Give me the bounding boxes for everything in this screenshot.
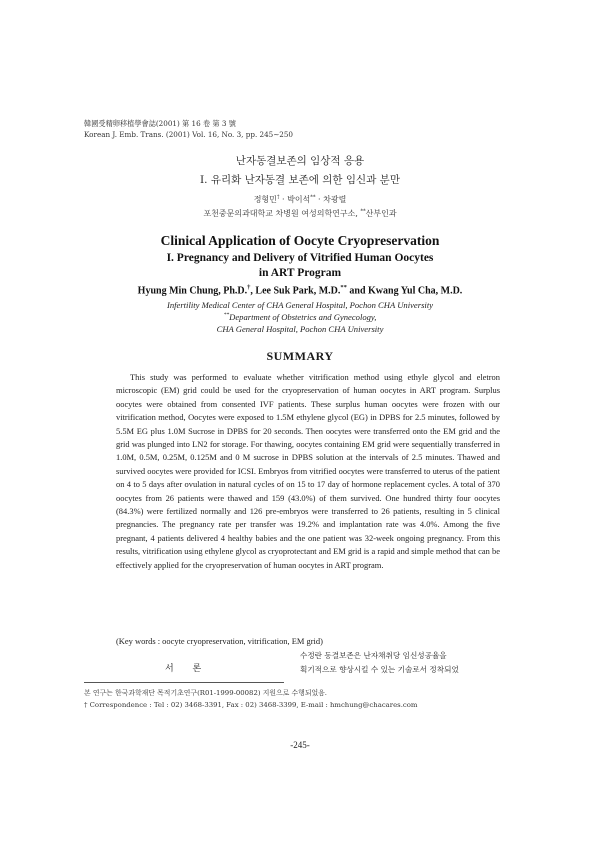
english-title-main: Clinical Application of Oocyte Cryopreservation [160,233,440,248]
introduction-heading: 서 론 [165,664,210,674]
keywords: (Key words : oocyte cryopreservation, vitrification, EM grid) [116,636,323,646]
english-affiliation-1: Infertility Medical Center of CHA General Hospital, Pochon CHA University [166,300,434,310]
journal-citation-english: Korean J. Emb. Trans. (2001) Vol. 16, No. 3, pp. 245∼250 [84,130,293,139]
korean-affiliation-2: 산부인과 [365,209,397,218]
korean-affiliation-1: 포천중문의과대학교 차병원 여성의학연구소, [203,209,361,218]
english-author-2-mark: ** [340,284,347,291]
english-author-3: and Kwang Yul Cha, M.D. [346,285,463,297]
korean-affiliation-mark: ** [360,208,366,215]
footnote-divider [84,682,284,683]
korean-author-2-mark: ** [310,194,316,201]
english-authors [0,284,600,296]
page-number: -245- [290,740,310,750]
english-affiliation-mark: ** [223,312,230,319]
korean-author-3: · 차광렬 [315,195,347,204]
korean-affiliation [0,208,600,219]
english-affiliation-2 [0,312,600,322]
correspondence-footnote [84,701,417,709]
funding-footnote: 본 연구는 한국과학재단 목적기초연구(R01-1999-00082) 지원으로 수행되었음. [84,689,327,697]
english-author-1-mark: † [247,284,251,291]
journal-header [84,118,293,140]
introduction-line-2: 획기적으로 향상시킬 수 있는 기술로서 정착되었 [300,665,459,674]
english-affiliation-2-text: Department of Obstetrics and Gynecology, [229,312,377,322]
korean-author-1: 정형민 [253,195,277,204]
introduction-text [300,649,510,677]
english-title-sub-2: in ART Program [258,267,342,279]
journal-citation-korean: 韓國受精卵移植學會誌(2001) 第 16 卷 第 3 號 [84,119,236,128]
korean-author-2: · 박이석 [279,195,311,204]
korean-authors [0,194,600,205]
english-author-1: Hyung Min Chung, Ph.D. [137,285,248,297]
korean-title-sub: I. 유리화 난자동결 보존에 의한 임신과 분만 [200,174,400,186]
english-title-sub: I. Pregnancy and Delivery of Vitrified Human Oocytes [166,252,434,264]
korean-author-1-mark: † [276,194,280,201]
korean-title-main: 난자동결보존의 임상적 응용 [235,155,365,167]
correspondence-mark: † [84,701,88,709]
introduction-line-1: 수정란 동결보존은 난자채취당 임신성공율을 [300,651,447,660]
correspondence-text: Correspondence : Tel : 02) 3468-3391, Fax : 02) 3468-3399, E-mail : hmchung@chacares.com [87,701,418,709]
summary-heading: SUMMARY [266,349,334,363]
summary-text: This study was performed to evaluate whether vitrification method using ethyle glycol and eletron microscopic (EM) grid could be used for the cryopreservation of human oocytes in ART program. Surplus oocytes were obtained from consented IVF patients. These surplus human oocytes were frozen with our vitrification method, Oocytes were exposed to 1.5M ethylene glycol (EG) in DPBS for 2.5 minutes, followed by 5.5M EG plus 1.0M Sucrose in DPBS for 20 seconds. Then oocytes were transferred onto the EM grid and the grid was plunged into LN2 for storage. For thawing, oocytes containing EM grid were sequentially transferred in 1.0M, 0.5M, 0.25M, 0.125M and 0 M sucrose in DPBS solution at the intervals of 2.5 minutes. Thawed and survived oocytes were provided for ICSI. Embryos from vitrified oocytes were transferred to uterus of the patient on 4 to 5 days after ovulation in natural cycles of on 15 to 17 day of hormone replacement cycles. A total of 370 oocytes from 26 patients were thawed and 159 (43.0%) of them survived. One hundred thirty four oocytes (84.3%) were fertilized normally and 126 pre-embryos were transferred to 26 patients, resulting in 5 clinical pregnancies. The pregnancy rate per transfer was 19.2% and implantation rate was 4.0%. Among the five pregnant, 4 patients delivered 4 healthy babies and the one patient was 32-week ongoing pregnancy. From this results, vitrification using ethylene glycol as cryoprotectant and EM grid is a rapid and simple method that can be effectively applied for the cryopreservation of human oocytes in ART program. [116,372,500,570]
english-affiliation-3: CHA General Hospital, Pochon CHA University [216,324,384,334]
english-author-2: , Lee Suk Park, M.D. [250,285,341,297]
